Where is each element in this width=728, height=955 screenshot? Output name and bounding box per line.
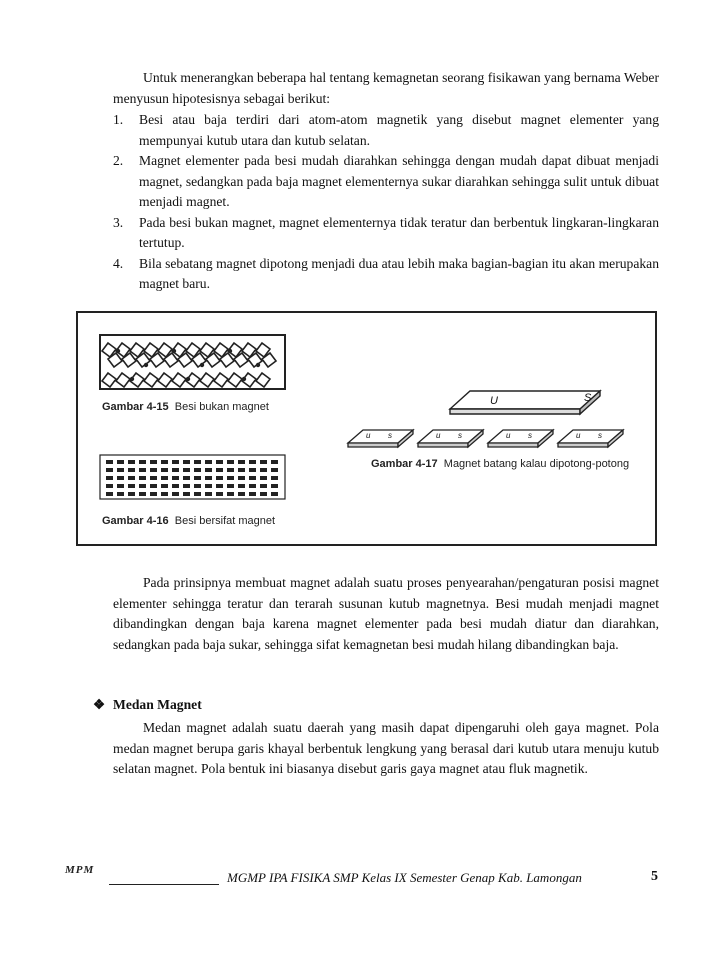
piece-pole-u: u [366,431,371,440]
hypothesis-list [113,110,659,295]
piece-pole-u: u [436,431,441,440]
caption-fig-4-17: Gambar 4-17 Magnet batang kalau dipotong-potong [371,458,630,470]
piece-pole-s: s [388,431,392,440]
section-title: Medan Magnet [113,697,202,712]
piece-pole-u: u [576,431,581,440]
pole-label-s: S [584,392,592,404]
bar-magnet-whole-outline [450,391,640,407]
intro-paragraph: Untuk menerangkan beberapa hal tentang kemagnetan seorang fisikawan yang bernama Weber menyusun hipotesisnya sebagai berikut: [113,70,659,106]
list-item: 3. Pada besi bukan magnet, magnet elementernya tidak teratur dan berbentuk lingkaran-lingkaran tertutup. [113,214,659,250]
iron-magnet-grid [100,455,285,499]
iron-non-magnet-grid [100,335,285,389]
caption-fig-4-15: Gambar 4-15 Besi bukan magnet [102,401,269,413]
piece-pole-s: s [528,431,532,440]
piece-pole-s: s [598,431,602,440]
caption-fig-4-16: Gambar 4-16 Besi bersifat magnet [102,515,276,527]
page-number: 5 [651,869,658,884]
figure-magnets [76,311,657,546]
principle-paragraph: Pada prinsipnya membuat magnet adalah suatu proses penyearahan/pengaturan posisi magnet elementer sehingga teratur dan terarah susunan kutub magnetnya. Besi mudah menjadi magnet dibandingkan dengan baja karena magnet elementer pada besi mudah diatur dan diarahkan, sedangkan pada baja sukar, sehingga sifat kemagnetan besi mudah hilang dibandingkan baja. [113,575,659,652]
diamond-bullet-icon: ❖ [93,697,106,712]
pole-label-u: U [490,395,498,407]
list-item: 1. Besi atau baja terdiri dari atom-atom magnetik yang disebut magnet elementer yang mempunyai kutub utara dan kutub selatan. [113,112,659,148]
list-item: 2. Magnet elementer pada besi mudah diarahkan sehingga dengan mudah dapat dibuat menjadi magnet, sedangkan pada baja magnet elementernya sukar diarahkan sehingga sulit untuk dibuat menjadi magnet. [113,153,659,209]
footer-text: MGMP IPA FISIKA SMP Kelas IX Semester Genap Kab. Lamongan [227,870,582,885]
logo: MPM [65,864,95,876]
page-footer [65,864,665,894]
piece-pole-s: s [458,431,462,440]
list-item: 4. Bila sebatang magnet dipotong menjadi dua atau lebih maka bagian-bagian itu akan merupakan magnet baru. [113,255,659,291]
footer-divider [109,884,219,885]
piece-pole-u: u [506,431,511,440]
section-body: Medan magnet adalah suatu daerah yang masih dapat dipengaruhi oleh gaya magnet. Pola medan magnet berupa garis khayal berbentuk lengkung yang berasal dari kutub utara menuju kutub selatan magnet. Pola bentuk ini biasanya disebut garis gaya magnet atau fluk magnetik. [113,720,659,776]
figure-illustration [78,313,655,544]
